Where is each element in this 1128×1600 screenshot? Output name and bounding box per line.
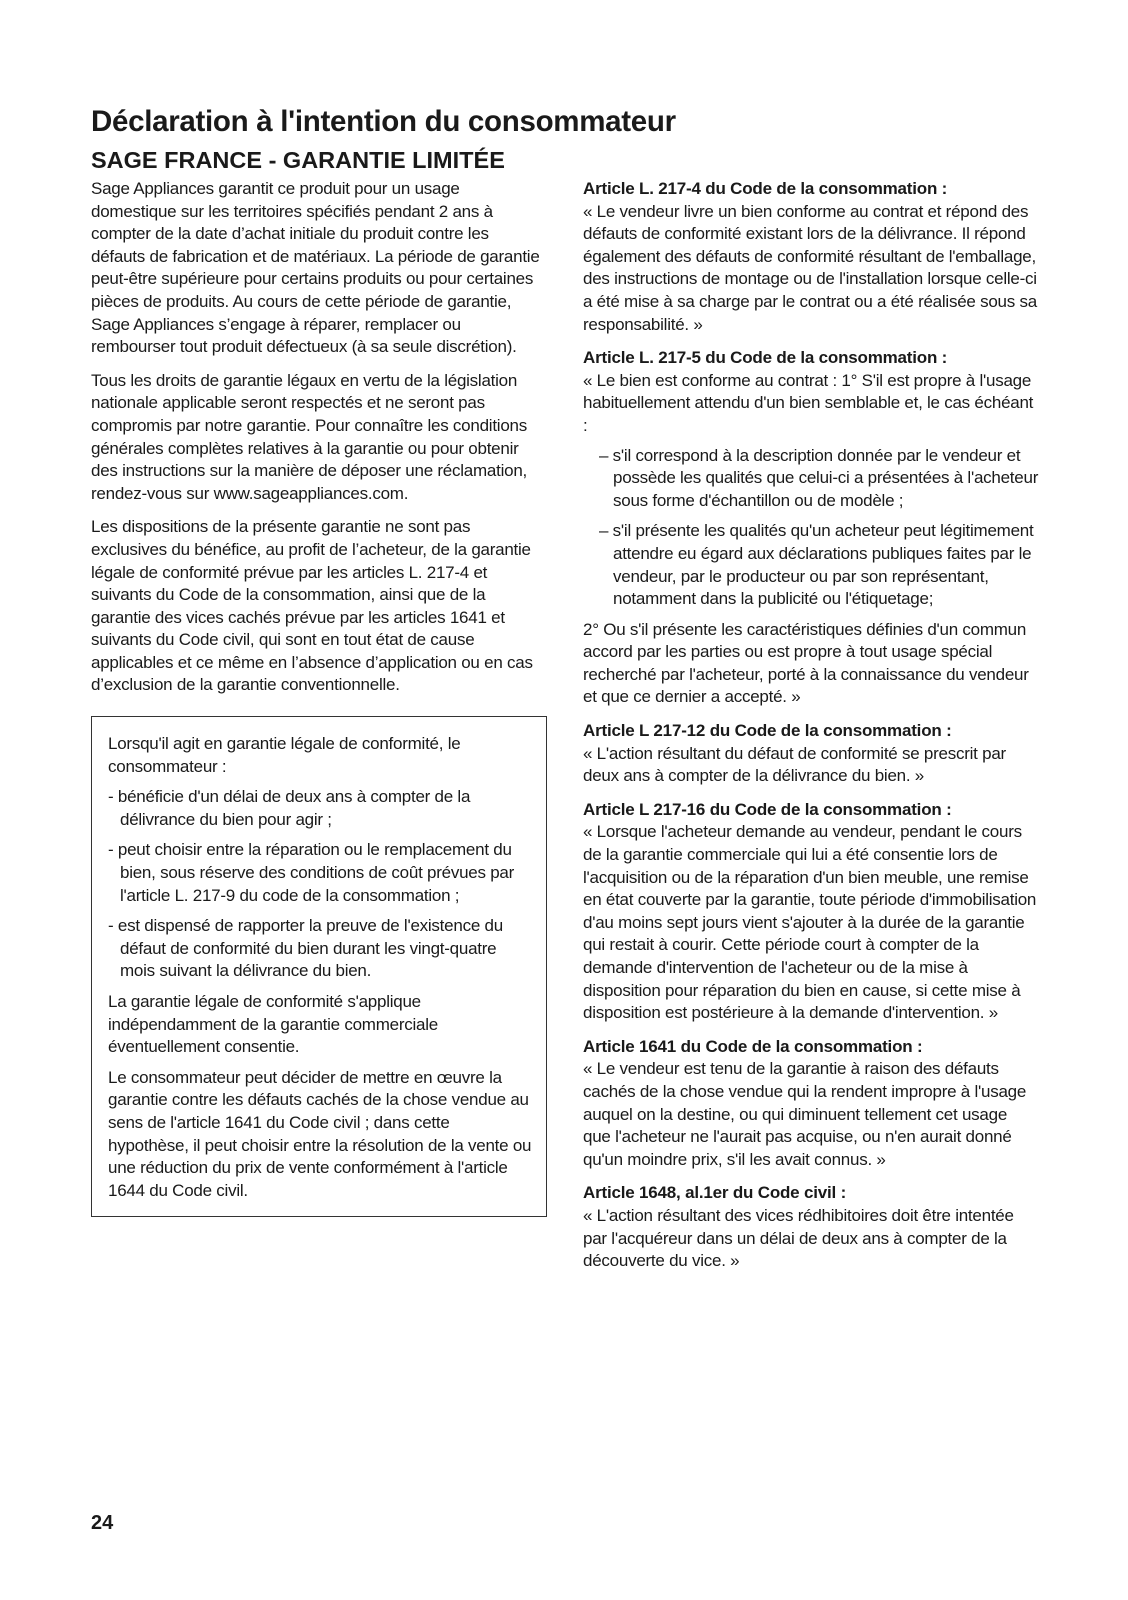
article-text: « L'action résultant du défaut de conformité se prescrit par deux ans à compter de la délivrance du bien. » xyxy=(583,743,1006,786)
article-1648 xyxy=(583,1182,1039,1272)
warranty-paragraph-2: Tous les droits de garantie légaux en vertu de la législation nationale applicable seront respectés et ne seront pas compromis par notre garantie. Pour connaître les conditions générales complètes relatives à la garantie ou pour obtenir des instructions sur la manière de déposer une réclamation, rendez-vous sur www.sageappliances.com. xyxy=(91,370,527,503)
article-l217-4 xyxy=(583,178,1039,336)
article-text: « L'action résultant des vices rédhibitoires doit être intentée par l'acquéreur dans un délai de deux ans à compter de la découverte du vice. » xyxy=(583,1205,1014,1271)
page-number: 24 xyxy=(91,1512,114,1534)
legal-guarantee-box xyxy=(91,716,547,1217)
box-list xyxy=(108,786,532,983)
list-item: - peut choisir entre la réparation ou le remplacement du bien, sous réserve des conditions de coût prévues par l'article L. 217-9 du code de la consommation ; xyxy=(108,840,515,905)
list-item: – s'il correspond à la description donnée par le vendeur et possède les qualités que celui-ci a présentées à l'acheteur sous forme d'échantillon ou de modèle ; xyxy=(599,445,1039,510)
article-heading: Article L. 217-5 du Code de la consommation : xyxy=(583,348,948,368)
warranty-paragraph-3: Les dispositions de la présente garantie ne sont pas exclusives du bénéfice, au profit de l’acheteur, de la garantie légale de conformité prévue par les articles L. 217-4 et suivants du Code de la consommation, ainsi que de la garantie des vices cachés prévue par les articles 1641 et suivants du Code civil, qui sont en tout état de cause applicables et ce même en l’absence d’application ou en cas d’exclusion de la garantie conventionnelle. xyxy=(91,517,533,695)
article-heading: Article L 217-12 du Code de la consommation : xyxy=(583,721,952,741)
article-list xyxy=(583,445,1039,611)
article-text-continued: 2° Ou s'il présente les caractéristiques définies d'un commun accord par les parties ou est propre à tout usage spécial recherché par l'acheteur, porté à la connaissance du vendeur et que ce dernier a accepté. » xyxy=(583,619,1029,707)
list-item: - bénéficie d'un délai de deux ans à compter de la délivrance du bien pour agir ; xyxy=(108,787,471,829)
box-intro: Lorsqu'il agit en garantie légale de conformité, le consommateur : xyxy=(108,734,461,776)
warranty-paragraph-1: Sage Appliances garantit ce produit pour un usage domestique sur les territoires spécifiés pendant 2 ans à compter de la date d’achat initiale du produit contre les défauts de fabrication et de matériaux. La période de garantie peut-être supérieure pour certains produits ou pour certaines pièces de produits. Au cours de cette période de garantie, Sage Appliances s’engage à réparer, remplacer ou rembourser tout produit défectueux (à sa seule discrétion). xyxy=(91,179,540,357)
list-item: – s'il présente les qualités qu'un acheteur peut légitimement attendre eu égard aux déclarations publiques faites par le vendeur, par le producteur ou par son représentant, notamment dans la publicité ou l'étiquetage; xyxy=(599,521,1034,609)
article-text: « Le vendeur est tenu de la garantie à raison des défauts cachés de la chose vendue qui la rendent impropre à l'usage auquel on la destine, ou qui diminuent tellement cet usage que l'acheteur ne l'aurait pas acquise, ou n'en aurait donné qu'un moindre prix, s'il les avait connus. » xyxy=(583,1059,1027,1169)
section-title: SAGE FRANCE - GARANTIE LIMITÉE xyxy=(91,146,505,173)
article-heading: Article L 217-16 du Code de la consommation : xyxy=(583,799,952,819)
article-heading: Article 1648, al.1er du Code civil : xyxy=(583,1183,847,1203)
article-text: « Le vendeur livre un bien conforme au contrat et répond des défauts de conformité existant lors de la délivrance. Il répond également des défauts de conformité résultant de l'emballage, des instructions de montage ou de l'installation lorsque celle-ci a été mise à sa charge par le contrat ou a été réalisée sous sa responsabilité. » xyxy=(583,201,1037,334)
article-text: « Le bien est conforme au contrat : 1° S'il est propre à l'usage habituellement attendu d'un bien semblable et, le cas échéant : xyxy=(583,370,1034,435)
article-heading: Article L. 217-4 du Code de la consommation : xyxy=(583,179,948,198)
page-title: Déclaration à l'intention du consommateur xyxy=(91,104,676,138)
article-l217-12 xyxy=(583,720,1039,788)
article-text: « Lorsque l'acheteur demande au vendeur, pendant le cours de la garantie commerciale qui lui a été consentie lors de l'acquisition ou de la réparation d'un bien meuble, une remise en état couverte par la garantie, toute période d'immobilisation d'au moins sept jours vient s'ajouter à la durée de la garantie qui restait à courir. Cette période court à compter de la demande d'intervention de l'acheteur ou de la mise à disposition pour réparation du bien en cause, si cette mise à disposition est postérieure à la demande d'intervention. » xyxy=(583,822,1037,1023)
box-paragraph-2: Le consommateur peut décider de mettre en œuvre la garantie contre les défauts cachés de la chose vendue au sens de l'article 1641 du Code civil ; dans cette hypothèse, il peut choisir entre la résolution de la vente ou une réduction du prix de vente conformément à l'article 1644 du Code civil. xyxy=(108,1067,532,1200)
box-paragraph-1: La garantie légale de conformité s'applique indépendamment de la garantie commerciale éventuellement consentie. xyxy=(108,992,438,1057)
article-l217-16 xyxy=(583,799,1039,1025)
article-l217-5 xyxy=(583,347,1039,709)
article-1641 xyxy=(583,1036,1039,1172)
right-column xyxy=(583,178,1039,1284)
list-item: - est dispensé de rapporter la preuve de l'existence du défaut de conformité du bien durant les vingt-quatre mois suivant la délivrance du bien. xyxy=(108,916,503,981)
article-heading: Article 1641 du Code de la consommation : xyxy=(583,1036,923,1056)
left-column xyxy=(91,178,547,1217)
